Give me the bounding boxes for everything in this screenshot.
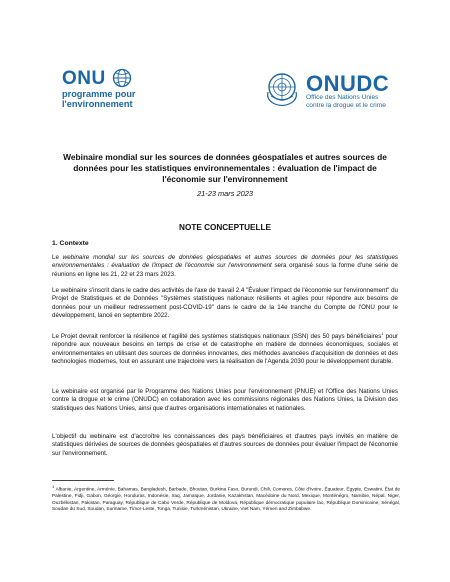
footnote-divider bbox=[52, 480, 114, 481]
unodc-logo bbox=[263, 70, 403, 114]
paragraph-3: Le Projet devrait renforcer la résilience et l'agilité des systèmes statistiques nationaux (SSN) des 50 pays bénéficiaires$^1$ pour répondre aux nouveaux besoins en temps de crise et de catastrophe en matière de données économiques, sociales et environnementales en utilisant des sources de données innovantes, des méthodes avancées d'acquisition de données et des technologies modernes, tout en assurant une trajectoire vers la réalisation de l'Agenda 2030 pour le développement durable. bbox=[52, 330, 398, 366]
event-dates: 21-23 mars 2023 bbox=[197, 189, 253, 198]
unodc-logo-word: ONUDC bbox=[306, 71, 390, 96]
paragraph-4: Le webinaire est organisé par le Programme des Nations Unies pour l'environnement (PNUE) et l'Office des Nations Unies contre la drogue et le crime (ONUDC) en collaboration avec les commissions régionales des Nations Unies, la Division des statistiques des Nations Unies, ainsi que d'autres organisations internationales et nationales. bbox=[52, 388, 398, 412]
footnote-marker: 1 bbox=[52, 484, 55, 489]
paragraph-2: Le webinaire s'inscrit dans le cadre des activités de l'axe de travail 2.4 "Évaluer l'impact de l'économie sur l'environnement" du Projet de Statistiques et de Données "Systèmes statistiques nationaux résilients et agiles pour répondre aux besoins de données pour un meilleur redressement post-COVID-19" dans le cadre de la 14e tranche du Compte de l'ONU pour le développement, lancé en septembre 2022. bbox=[52, 287, 398, 320]
unep-logo bbox=[62, 68, 182, 118]
paragraph-5: L'objectif du webinaire est d'accroître les connaissances des pays bénéficiaires et d'autres pays invités en matière de statistiques dérivées de sources de données géospatiales et d'autres sources de données pour évaluer l'impact de l'économie sur l'environnement. bbox=[52, 433, 398, 457]
unep-logo-word: ONU bbox=[62, 68, 106, 89]
document-title: Webinaire mondial sur les sources de données géospatiales et autres sources de données pour les statistiques environnementales : évaluation de l'impact de l'économie sur l'environnement bbox=[63, 152, 387, 184]
note-heading: NOTE CONCEPTUELLE bbox=[179, 223, 271, 232]
footnote-reference: 1 bbox=[381, 330, 384, 336]
unep-logo-subtitle: programme pour l'environnement bbox=[62, 89, 136, 109]
unodc-logo-subtitle: Office des Nations Unies contre la drogue et le crime bbox=[306, 94, 386, 109]
paragraph-1: Le webinaire mondial sur les sources de données géospatiales et autres sources de données pour les statistiques environnementales : évaluation de l'impact de l'économie sur l'environnement sera organisé sous la forme d'une série de réunions en ligne les 21, 22 et 23 mars 2023. bbox=[52, 254, 398, 278]
un-emblem-icon bbox=[263, 70, 301, 108]
section-heading: 1. Contexte bbox=[52, 240, 89, 247]
footnote: $^1$ Albanie, Argentine, Arménie, Bahamas, Bangladesh, Barbade, Bhoutan, Burkina Faso, Burundi, Chili, Comores, Côte d'Ivoire, Équateur, Égypte, Eswatini, État de Palestine, Fidji, Gabon, Géorgie, Honduras, Indonésie, Iraq, Jamaïque, Jordanie, Kazakhstan, Macédoine du Nord, Mexique, Monténégro, Namibie, Népal, Niger, Ouzbékistan, Pakistan, Paraguay, République de Cabo Verde, République de Moldova, République démocratique populaire lao, République Dominicaine, Sénégal, Soudan du Sud, Soudan, Suriname, Timor-Leste, Tonga, Tunisie, Turkménistan, Ukraine, Viet Nam, Yémen and Zimbabwe. bbox=[52, 484, 401, 513]
globe-emblem-icon bbox=[112, 68, 132, 88]
